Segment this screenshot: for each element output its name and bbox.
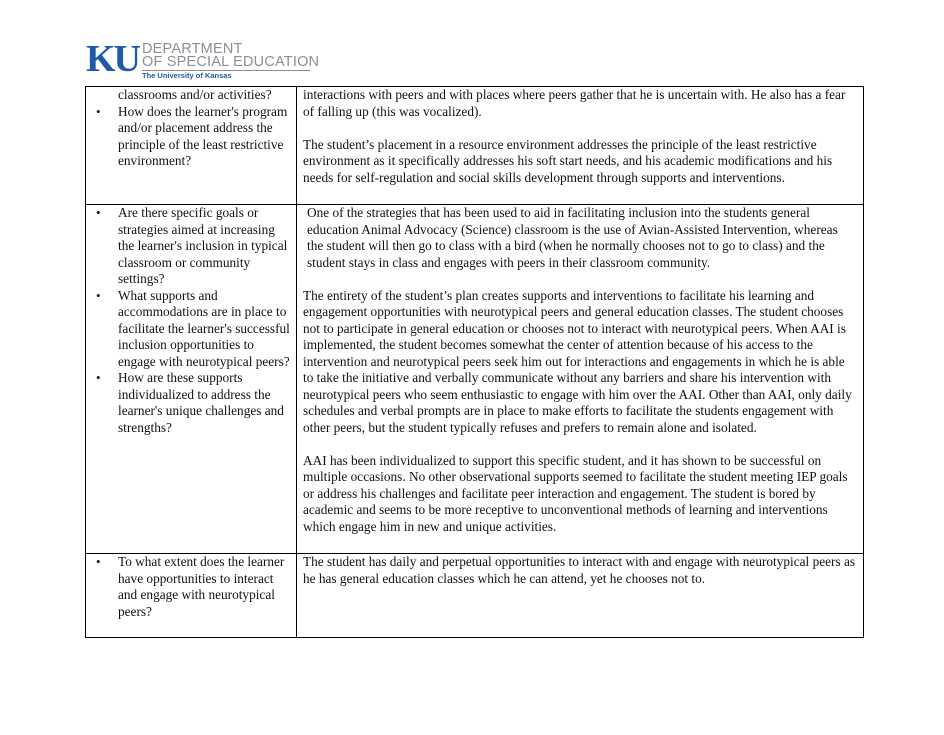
question-cell xyxy=(86,554,297,638)
answer-cell xyxy=(297,87,864,205)
answer-paragraph: interactions with peers and with places where peers gather that he is uncertain with. He also has a fear of falling up (this was vocalized). xyxy=(303,87,846,119)
table-row xyxy=(86,205,864,554)
question-item: • Are there specific goals or strategies aimed at increasing the learner's inclusion in typical classroom or community settings? xyxy=(118,205,290,288)
ku-sped-logo xyxy=(86,40,326,80)
logo-university-line: The University of Kansas xyxy=(142,71,232,80)
question-item: • How does the learner's program and/or placement address the principle of the least restrictive environment? xyxy=(118,104,290,170)
table-row xyxy=(86,554,864,638)
answer-cell xyxy=(297,205,864,554)
question-cell xyxy=(86,205,297,554)
answer-paragraph: The entirety of the student’s plan creates supports and interventions to facilitate his learning and engagement opportunities with neurotypical peers and general education classes. The student chooses not to participate in general education or chooses not to interact with neurotypical peers. When AAI is implemented, the student becomes somewhat the center of attention because of his access to the intervention and neurotypical peers seek him out for interactions and engagements in which he is able to take the initiative and verbally communicate without any barriers and share his intervention with neurotypical peers who seem enthusiastic to engage with him over the AAI. Other than AAI, only daily schedules and verbal prompts are in place to make efforts to facilitate the students engagement with other peers, but the student typically refuses and prefers to remain alone and isolated. xyxy=(303,287,852,435)
question-cell xyxy=(86,87,297,205)
ku-logo-mark: KU xyxy=(86,38,139,80)
question-item: classrooms and/or activities? xyxy=(118,87,272,102)
table-row xyxy=(86,87,864,205)
logo-department-line: DEPARTMENT xyxy=(142,41,243,57)
answer-paragraph: The student’s placement in a resource environment addresses the principle of the least restrictive environment as it specifically addresses his soft start needs, and his academic modifications and his needs for self-regulation and social skills development through supports and interventions. xyxy=(303,136,833,185)
question-item: • What supports and accommodations are in place to facilitate the learner's successful inclusion opportunities to engage with neurotypical peers? xyxy=(118,288,290,371)
question-item: • How are these supports individualized to address the learner's unique challenges and strengths? xyxy=(118,370,290,436)
answer-paragraph: The student has daily and perpetual opportunities to interact with and engage with neurotypical peers as he has general education classes which he can attend, yet he chooses not to. xyxy=(303,554,856,586)
answer-cell xyxy=(297,554,864,638)
answer-paragraph: AAI has been individualized to support this specific student, and it has shown to be successful on multiple occasions. No other observational supports seemed to facilitate the student meeting IEP goals or address his challenges and facilitate peer interaction and engagement. The student is bored by academic and seems to be more receptive to unconventional methods of learning and interventions which engage him in new and unique activities. xyxy=(303,452,848,534)
question-item: • To what extent does the learner have opportunities to interact and engage with neurotypical peers? xyxy=(118,554,290,620)
answer-paragraph: One of the strategies that has been used to aid in facilitating inclusion into the students general education Animal Advocacy (Science) classroom is the use of Avian-Assisted Intervention, whereas the student will then go to class with a bird (when he normally chooses not to go to class) and the student stays in class and engages with peers in their classroom community. xyxy=(307,205,838,270)
logo-special-education-line: OF SPECIAL EDUCATION xyxy=(142,54,320,70)
reflection-table xyxy=(85,86,864,638)
